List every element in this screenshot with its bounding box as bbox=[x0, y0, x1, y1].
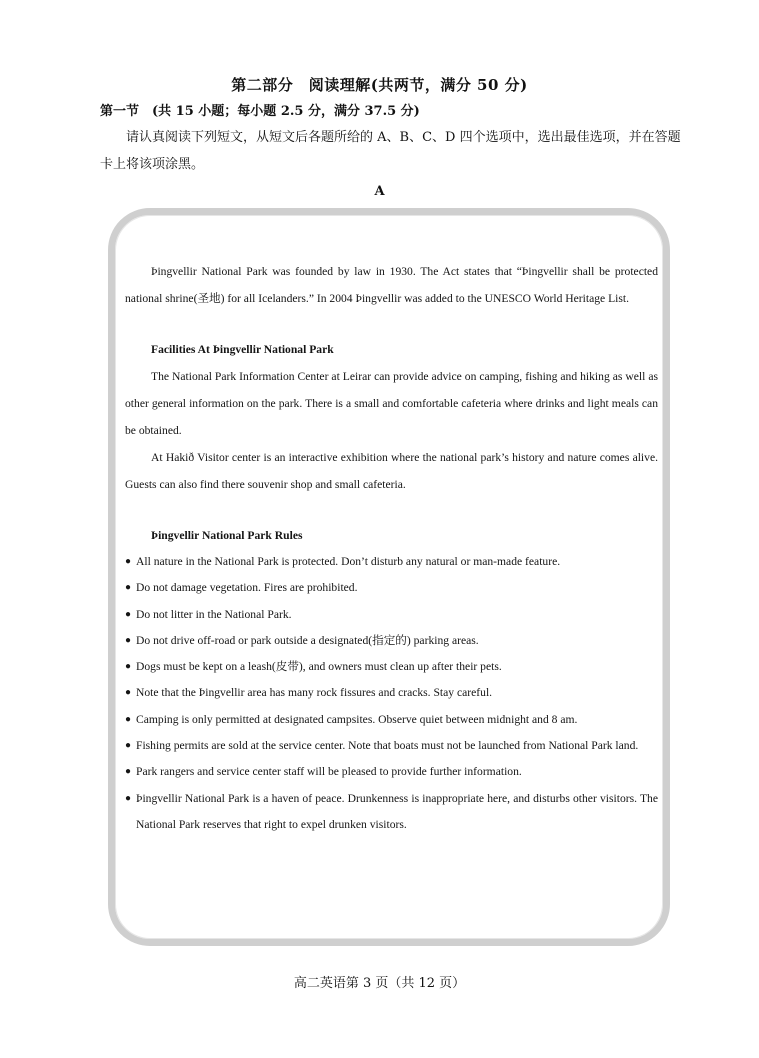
bullet-icon: ● bbox=[125, 582, 132, 594]
rules-list bbox=[125, 549, 658, 838]
rule-item: ● Dogs must be kept on a leash(皮带), and owners must clean up after their pets. bbox=[125, 654, 658, 680]
bullet-icon: ● bbox=[125, 792, 132, 804]
bullet-icon: ● bbox=[125, 740, 132, 752]
passage-content bbox=[125, 258, 658, 838]
part-title: 第二部分 阅读理解(共两节，满分 50 分) bbox=[231, 76, 528, 94]
bullet-icon: ● bbox=[125, 713, 132, 725]
rule-item: ● All nature in the National Park is protected. Don’t disturb any natural or man-made feature. bbox=[125, 549, 658, 575]
rule-item: ● Park rangers and service center staff will be pleased to provide further information. bbox=[125, 759, 658, 785]
rules-heading: Þingvellir National Park Rules bbox=[151, 529, 303, 542]
section-title: 第一节 (共 15 小题；每小题 2.5 分，满分 37.5 分) bbox=[100, 104, 420, 119]
facilities-paragraph-2: At Hakið Visitor center is an interactive exhibition where the national park’s history and nature comes alive. Guests can also find there souvenir shop and small cafeteria. bbox=[125, 451, 658, 491]
rule-item: ● Do not litter in the National Park. bbox=[125, 602, 658, 628]
rule-item: ● Do not drive off-road or park outside a designated(指定的) parking areas. bbox=[125, 628, 658, 654]
facilities-paragraph-1: The National Park Information Center at Leirar can provide advice on camping, fishing and hiking as well as other general information on the park. There is a small and comfortable cafeteria where drinks and light meals can be obtained. bbox=[125, 370, 658, 437]
facilities-heading: Facilities At Þingvellir National Park bbox=[151, 343, 334, 356]
passage-intro: Þingvellir National Park was founded by law in 1930. The Act states that “Þingvellir shall be protected national shrine(圣地) for all Icelanders.” In 2004 Þingvellir was added to the UNESCO World Heritage List. bbox=[125, 265, 658, 305]
bullet-icon: ● bbox=[125, 608, 132, 620]
bullet-icon: ● bbox=[125, 661, 132, 673]
rule-item: ● Do not damage vegetation. Fires are prohibited. bbox=[125, 575, 658, 601]
bullet-icon: ● bbox=[125, 634, 132, 646]
bullet-icon: ● bbox=[125, 766, 132, 778]
rule-item: ● Note that the Þingvellir area has many rock fissures and cracks. Stay careful. bbox=[125, 680, 658, 706]
bullet-icon: ● bbox=[125, 556, 132, 567]
bullet-icon: ● bbox=[125, 687, 132, 699]
page-footer: 高二英语第 3 页（共 12 页） bbox=[293, 976, 466, 991]
instructions: 请认真阅读下列短文，从短文后各题所给的 A、B、C、D 四个选项中，选出最佳选项，并在答题卡上将该项涂黑。 bbox=[100, 130, 681, 172]
rule-item: ● Camping is only permitted at designated campsites. Observe quiet between midnight and 8 am. bbox=[125, 707, 658, 733]
rule-item: ● Þingvellir National Park is a haven of peace. Drunkenness is inappropriate here, and disturbs other visitors. The National Park reserves that right to expel drunken visitors. bbox=[125, 786, 658, 839]
passage-letter: A bbox=[374, 184, 385, 199]
rule-item: ● Fishing permits are sold at the service center. Note that boats must not be launched from National Park land. bbox=[125, 733, 658, 759]
